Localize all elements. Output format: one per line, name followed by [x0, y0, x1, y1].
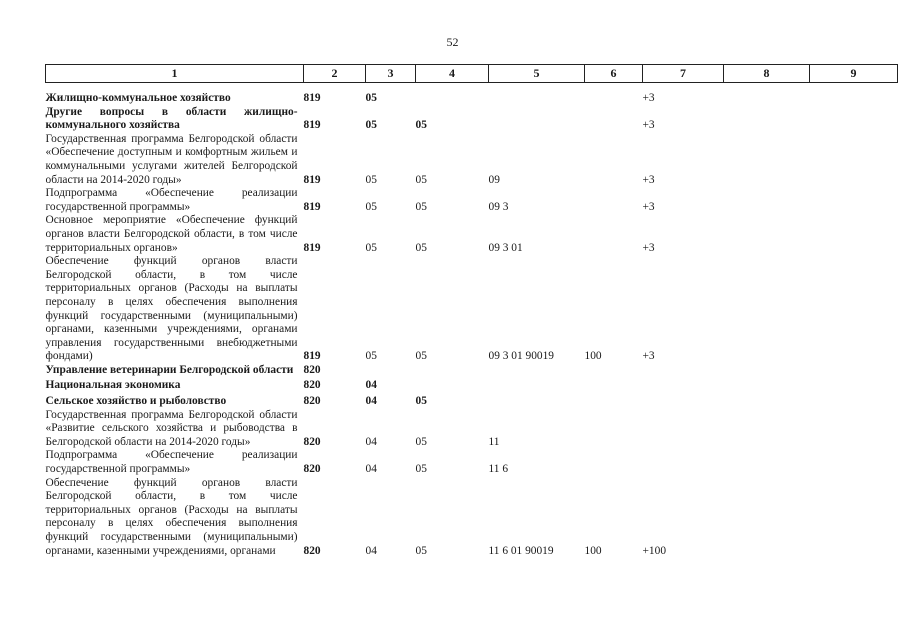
row-cell-col3: 04: [365, 435, 377, 448]
row-cell-col6: [585, 214, 643, 255]
row-cell-col9: [810, 449, 898, 476]
row-cell-col8: [724, 187, 810, 214]
row-cell-col9: [810, 214, 898, 255]
row-cell-col8: [724, 214, 810, 255]
row-cell-col5: [489, 393, 585, 409]
row-name-cell: Подпрограмма «Обеспечение реализации государственной программы»: [45, 187, 298, 213]
row-name-cell: Обеспечение функций органов власти Белгородской области, в том числе территориальных органов (Расходы на выплаты персоналу в целях обеспечения выполнения функций государственными (муниципальными) органами, казенными учреждениями, органами: [45, 476, 298, 557]
table-row: [46, 255, 898, 364]
table-header-row: [46, 65, 898, 83]
row-cell-col7: +3: [642, 92, 655, 104]
row-cell-col8: [724, 364, 810, 378]
row-cell-col4: 05: [415, 395, 427, 408]
column-header-7: 7: [643, 65, 724, 83]
row-cell-col8: [724, 133, 810, 187]
row-cell-col3: 04: [365, 395, 377, 408]
row-cell-col3: 05: [365, 350, 377, 363]
row-cell-col4: 05: [415, 435, 427, 448]
table-row: [46, 214, 898, 255]
row-cell-col2: 819: [303, 200, 321, 213]
row-cell-col2: 820: [303, 463, 321, 476]
row-cell-col6: [585, 377, 643, 393]
row-cell-col7: [643, 377, 724, 393]
row-name-cell: Основное мероприятие «Обеспечение функций органов власти Белгородской области, в том числе территориальных органов»: [45, 214, 298, 254]
row-cell-col8: [724, 106, 810, 133]
row-cell-col2: 820: [303, 435, 321, 448]
row-cell-col9: [810, 187, 898, 214]
table-row: [46, 477, 898, 559]
row-cell-col8: [724, 377, 810, 393]
row-cell-col2: 820: [303, 363, 321, 376]
row-cell-col9: [810, 393, 898, 409]
column-header-1: 1: [46, 65, 304, 83]
column-header-4: 4: [416, 65, 489, 83]
row-name-cell: Жилищно-коммунальное хозяйство: [45, 92, 231, 104]
row-cell-col5: [489, 83, 585, 106]
table-row: [46, 83, 898, 106]
row-cell-col7: [643, 393, 724, 409]
row-cell-col2: 820: [303, 395, 321, 408]
row-cell-col6: [585, 133, 643, 187]
row-cell-col6: 100: [584, 350, 602, 363]
row-cell-col4: 05: [415, 119, 427, 132]
row-cell-col6: 100: [584, 544, 602, 557]
column-header-3: 3: [366, 65, 416, 83]
row-cell-col7: +3: [642, 241, 655, 254]
row-cell-col4: [416, 83, 489, 106]
row-cell-col2: 819: [303, 241, 321, 254]
row-cell-col2: 819: [303, 119, 321, 132]
row-cell-col8: [724, 409, 810, 450]
row-cell-col9: [810, 377, 898, 393]
row-cell-col9: [810, 83, 898, 106]
row-cell-col4: 05: [415, 350, 427, 363]
column-header-2: 2: [304, 65, 366, 83]
table-row: [46, 393, 898, 409]
row-name-cell: Сельское хозяйство и рыболовство: [45, 395, 227, 408]
row-cell-col3: 05: [365, 200, 377, 213]
row-cell-col6: [585, 364, 643, 378]
row-cell-col6: [585, 449, 643, 476]
row-name-cell: Управление ветеринарии Белгородской области: [45, 363, 294, 376]
row-cell-col5: 09: [488, 173, 500, 186]
row-cell-col4: 05: [415, 463, 427, 476]
row-name-cell: Государственная программа Белгородской области «Развитие сельского хозяйства и рыбоводства в Белгородской области на 2014-2020 годы»: [45, 408, 298, 448]
row-cell-col9: [810, 364, 898, 378]
row-cell-col4: 05: [415, 200, 427, 213]
row-cell-col4: 05: [415, 173, 427, 186]
row-cell-col7: +3: [642, 200, 655, 213]
row-cell-col5: [489, 364, 585, 378]
column-header-5: 5: [489, 65, 585, 83]
row-cell-col9: [810, 409, 898, 450]
row-name-cell: Национальная экономика: [45, 379, 181, 392]
row-cell-col9: [810, 133, 898, 187]
row-cell-col5: 09 3: [488, 200, 509, 213]
row-cell-col3: 05: [365, 173, 377, 186]
row-cell-col6: [585, 393, 643, 409]
row-cell-col5: 11: [488, 435, 500, 448]
row-cell-col4: 05: [415, 241, 427, 254]
row-cell-col7: [643, 449, 724, 476]
row-cell-col3: 05: [365, 119, 377, 132]
row-cell-col7: [643, 409, 724, 450]
row-cell-col6: [585, 83, 643, 106]
row-cell-col5: [489, 106, 585, 133]
row-cell-col8: [724, 255, 810, 364]
row-cell-col5: [489, 377, 585, 393]
row-cell-col7: +100: [642, 544, 667, 557]
row-cell-col2: 819: [303, 173, 321, 186]
row-cell-col7: +3: [642, 173, 655, 186]
row-cell-col4: 05: [415, 544, 427, 557]
table-row: [46, 409, 898, 450]
row-cell-col7: +3: [642, 119, 655, 132]
row-name-cell: Обеспечение функций органов власти Белгородской области, в том числе территориальных органов (Расходы на выплаты персоналу в целях обеспечения выполнения функций государственными (муниципальными) органами, казенными учреждениями, органами управления государственными внебюджетными фондами): [45, 255, 298, 363]
row-cell-col7: +3: [642, 350, 655, 363]
row-cell-col2: 819: [303, 350, 321, 363]
row-cell-col8: [724, 83, 810, 106]
table-row: [46, 364, 898, 378]
row-cell-col4: [416, 377, 489, 393]
row-cell-col9: [810, 106, 898, 133]
row-cell-col4: [416, 364, 489, 378]
row-cell-col5: 11 6: [488, 463, 509, 476]
row-cell-col3: 04: [365, 379, 377, 392]
row-cell-col8: [724, 477, 810, 559]
row-cell-col5: 09 3 01 90019: [488, 350, 554, 363]
row-cell-col8: [724, 449, 810, 476]
column-header-8: 8: [724, 65, 810, 83]
row-cell-col2: 819: [303, 92, 321, 104]
page-number: 52: [446, 35, 459, 49]
table-row: [46, 133, 898, 187]
row-name-cell: Подпрограмма «Обеспечение реализации государственной программы»: [45, 449, 298, 476]
table-row: [46, 449, 898, 476]
row-cell-col9: [810, 477, 898, 559]
column-header-6: 6: [585, 65, 643, 83]
table-row: [46, 106, 898, 133]
budget-table: [45, 64, 898, 558]
row-cell-col6: [585, 106, 643, 133]
table-row: [46, 187, 898, 214]
row-cell-col3: 05: [365, 241, 377, 254]
row-cell-col8: [724, 393, 810, 409]
row-cell-col6: [585, 187, 643, 214]
row-cell-col9: [810, 255, 898, 364]
row-cell-col3: 04: [365, 544, 377, 557]
row-cell-col7: [643, 364, 724, 378]
table-row: [46, 377, 898, 393]
row-name-cell: Государственная программа Белгородской области «Обеспечение доступным и комфортным жильем и коммунальными услугами жителей Белгородской области на 2014-2020 годы»: [45, 132, 298, 186]
row-cell-col3: [366, 364, 416, 378]
row-name-cell: Другие вопросы в области жилищно-коммунального хозяйства: [45, 105, 298, 132]
row-cell-col6: [585, 409, 643, 450]
row-cell-col5: 11 6 01 90019: [488, 544, 554, 557]
row-cell-col2: 820: [303, 544, 321, 557]
row-cell-col3: 05: [365, 92, 377, 104]
row-cell-col2: 820: [303, 379, 321, 392]
row-cell-col3: 04: [365, 463, 377, 476]
row-cell-col5: 09 3 01: [488, 241, 523, 254]
column-header-9: 9: [810, 65, 898, 83]
